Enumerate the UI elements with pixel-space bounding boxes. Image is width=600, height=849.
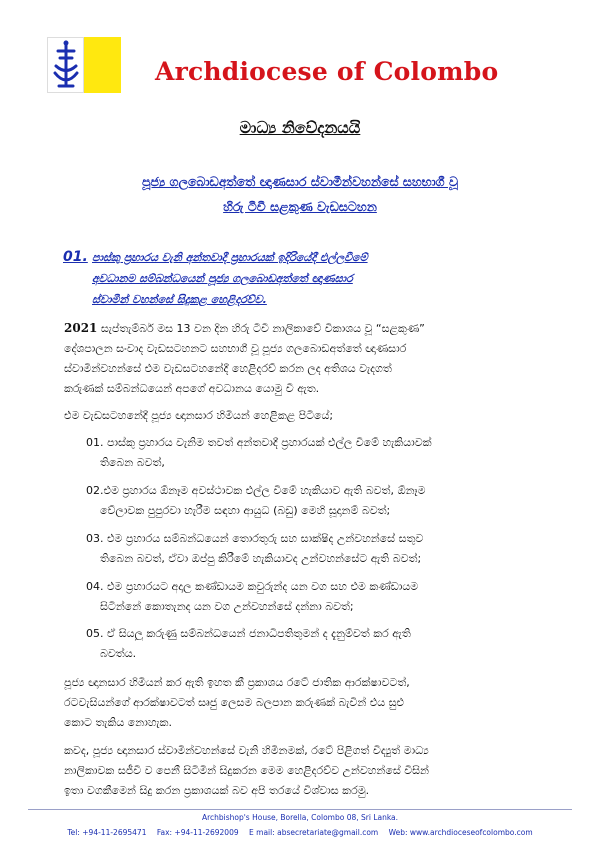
point-heading-line-3: ස්වාමීන් වහන්සේ සිදුකළ හෙළිදරව්ව. <box>92 293 267 306</box>
list-item-3-line-2: තිබෙන බවත්, ඒවා ඔප්පු කිරීමේ හැකියාවද උන්වහන්සේට ඇති බවත්; <box>100 552 422 565</box>
paragraph-1-line-3: කොට තැකිය නොහැක. <box>64 716 172 729</box>
list-item-1-line-2: තිබෙන බවත්, <box>100 456 165 469</box>
footer-address: Archbishop's House, Borella, Colombo 08, Sri Lanka. <box>201 813 399 822</box>
intro-line-3: ස්වාමීන්වහන්සේ එම වැඩසටහනේදී හෙළිදරව් කරන ලද අතිශය වැදගත් <box>64 362 392 375</box>
intro-first-line: සැප්තැම්බර් මස 13 වන දින හිරු ටීවී නාලිකාවේ විකාශය වූ “සළකුණ” <box>100 322 425 335</box>
footer-contact-line <box>0 828 600 837</box>
footer-divider <box>28 809 572 810</box>
list-item-2-line-2: වේලාවක පුපුරවා හැරීම සඳහා ආයුධ (බඩු) මෙහි සූදානම් බවත්; <box>100 504 391 517</box>
point-number: 01. <box>63 249 88 265</box>
point-heading-line-2: අවධානම සම්බන්ධයෙන් පූජ්‍ය ගලබොඩඅත්තේ ඥාණසාර <box>92 272 353 285</box>
cross-anchor-emblem-icon <box>51 39 81 91</box>
list-item-5-line-1: 05. ඒ සියලු කරුණු සම්බන්ධයෙන් ජනාධිපතිතුමන් ද දැනුම්වත් කර ඇති <box>86 627 411 640</box>
list-item-1-line-1: 01. පාස්කු ප්‍රහාරය වැනිම තවත් අන්තවාදී ප්‍රහාරයක් එල්ල වීමේ හැකියාවක් <box>86 436 432 449</box>
footer-fax: Fax: +94-11-2692009 <box>156 828 239 837</box>
lead-sentence: එම වැඩසටහනේදී පූජ්‍ය ඥානසාර හිමියන් හෙළිකළ පිටියේ; <box>64 409 334 422</box>
footer-tel: Tel: +94-11-2695471 <box>67 828 147 837</box>
footer-email[interactable]: E mail: absecretariate@gmail.com <box>249 828 379 837</box>
intro-line-1 <box>64 321 538 336</box>
list-item-2-line-1: 02.එම ප්‍රහාරය ඕනෑම අවස්ථාවක එල්ල වීමේ හැකියාව ඇති බවත්, ඕනෑම <box>86 484 426 497</box>
list-item-5-line-2: බවත්ය. <box>100 647 137 660</box>
paragraph-2-line-3: ඉතා වගකීමෙන් සිදු කරන ප්‍රකාශයක් බව අපි තරයේ විශ්වාස කරමු. <box>64 784 370 797</box>
logo-yellow-field <box>84 37 121 93</box>
archdiocese-logo <box>47 37 121 93</box>
intro-line-2: දේශපාලන සංවාද වැඩසටහනට සහභාගී වූ පූජ්‍ය ගලබොඩඅත්තේ ඥාණසාර <box>64 342 407 355</box>
paragraph-1-line-1: පූජ්‍ය ඥානසාර හිමියන් කර ඇති ඉහත කී ප්‍රකාශය රටේ ජාතික ආරක්ෂාවටත්, <box>64 676 410 689</box>
footer-web[interactable]: Web: www.archdioceseofcolombo.com <box>388 828 533 837</box>
intro-year: 2021 <box>64 321 98 335</box>
subtitle-line-2: හිරු ටීවී සළකුණ වැඩසටහන <box>223 199 377 214</box>
point-heading-line-1: පාස්කු ප්‍රහාරය වැනි අන්තවාදී ප්‍රහාරයක් ඉදිරියේදී එල්ලවීමේ <box>92 251 368 264</box>
paragraph-1-line-2: රටවැසියන්ගේ ආරක්ෂාවටත් සෘජු ලෙසම බලපාන කරුණක් බැවින් එය සුළු <box>64 696 404 709</box>
paragraph-2-line-2: නාලිකාවක සජීවී ව පෙනී සිටිමින් සිදුකරන මෙම හෙළිදරව්ව උන්වහන්සේ විසින් <box>64 764 429 777</box>
list-item-4-line-2: සිටින්නේ කොතැනද යන වග උන්වහන්සේ දන්නා බවත්; <box>100 600 354 613</box>
paragraph-2-line-1: කවද, පූජ්‍ය ඥානසාර ස්වාමීන්වහන්සේ වැනි හිමිනමක්, රටේ පිළිගත් විද්‍යුත් මාධ්‍ය <box>64 744 429 757</box>
intro-line-4: කරුණක් සම්බන්ධයෙන් අපගේ අවධානය යොමු වී ඇත. <box>64 382 320 395</box>
list-item-3-line-1: 03. එම ප්‍රහාරය සම්බන්ධයෙන් තොරතුරු සහ සාක්ෂිද උන්වහන්සේ සතුව <box>86 532 424 545</box>
subtitle-line-1: පූජ්‍ය ගලබොඩඅත්තේ ඥාණසාර ස්වාමීන්වහන්සේ සහභාගී වූ <box>142 174 458 189</box>
document-title: මාධ්‍ය නිවේදනයයි <box>239 118 361 137</box>
organization-name: Archdiocese of Colombo <box>155 57 499 86</box>
list-item-4-line-1: 04. එම ප්‍රහාරයට අදාල කණ්ඩායම කවුරුන්ද යන වග සහ එම කණ්ඩායම <box>86 580 419 593</box>
